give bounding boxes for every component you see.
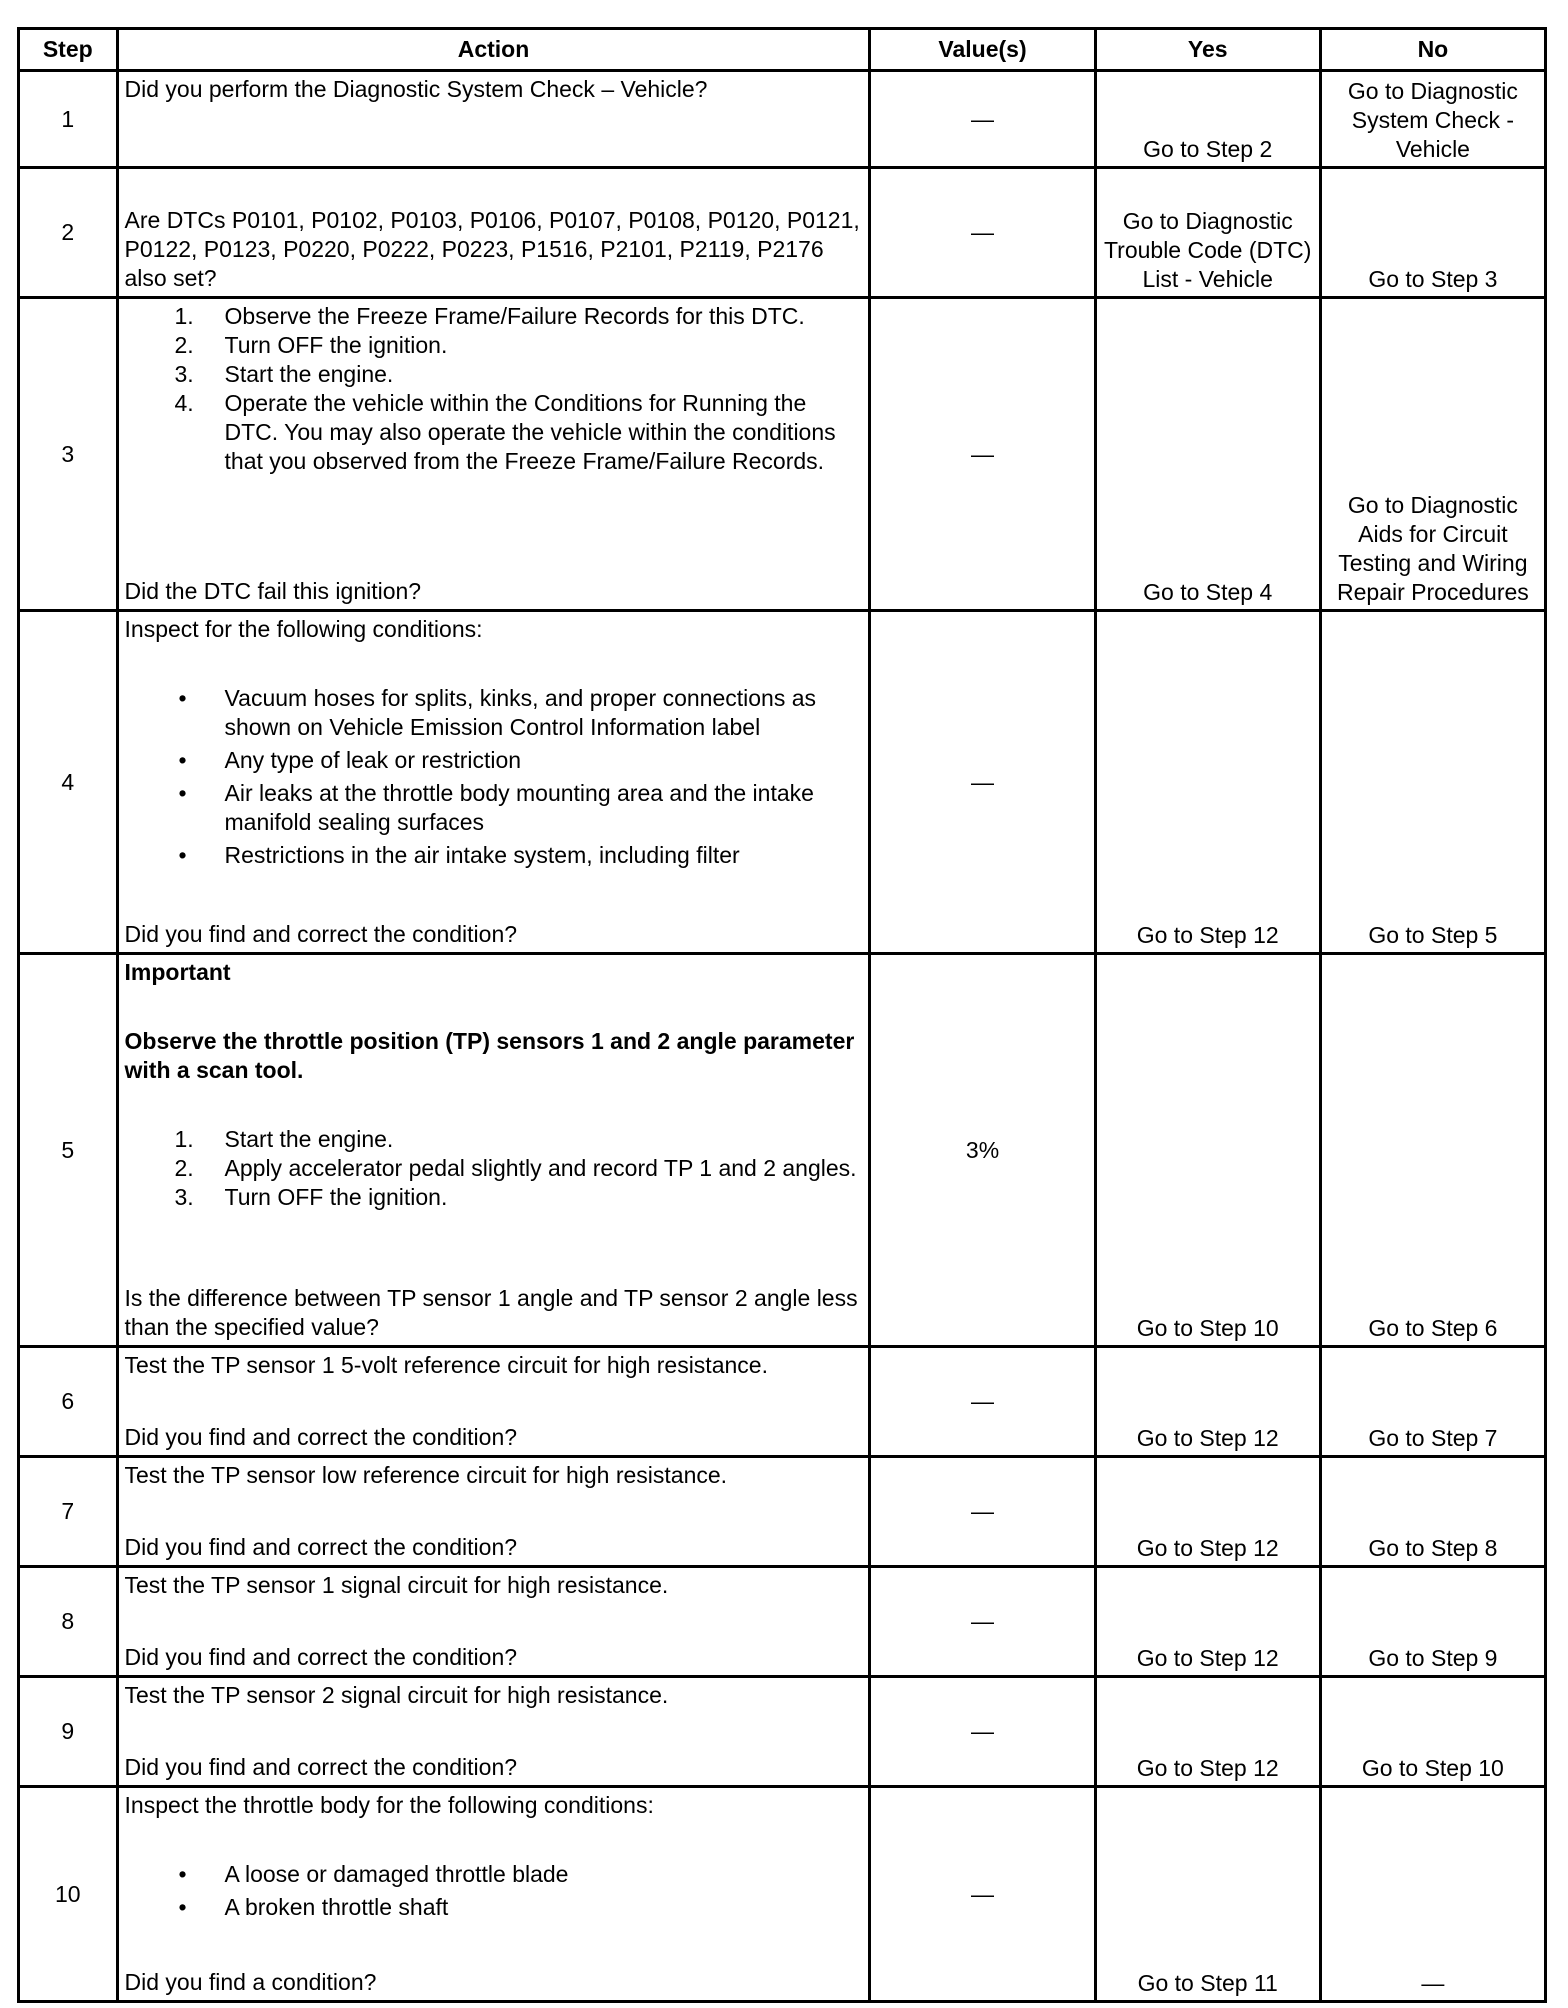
no-cell: Go to Step 6: [1320, 954, 1545, 1347]
header-row: [19, 29, 1546, 71]
condition-list: [125, 684, 865, 870]
table-row: [19, 298, 1546, 611]
action-cell: [117, 1677, 870, 1787]
header-action: Action: [117, 29, 870, 71]
list-item: 3. Start the engine.: [174, 361, 394, 387]
yes-cell: Go to Step 12: [1095, 611, 1320, 954]
table-row: [19, 71, 1546, 168]
diagnostic-table-page: [17, 27, 1547, 2003]
action-steps: [125, 302, 865, 476]
step-number: 7: [19, 1457, 118, 1567]
list-item: • Restrictions in the air intake system, including filter: [178, 842, 740, 868]
action-question: Did the DTC fail this ignition?: [124, 578, 422, 604]
action-question: Did you find a condition?: [124, 1969, 377, 1995]
list-item: 2. Apply accelerator pedal slightly and record TP 1 and 2 angles.: [174, 1155, 857, 1181]
list-item: • Vacuum hoses for splits, kinks, and proper connections as shown on Vehicle Emission Control Information label: [178, 685, 817, 740]
no-cell: Go to Step 5: [1320, 611, 1545, 954]
value-cell: 3%: [870, 954, 1095, 1347]
action-question: Did you find and correct the condition?: [124, 1534, 518, 1560]
header-no: No: [1320, 29, 1545, 71]
table-row: [19, 1457, 1546, 1567]
step-number: 4: [19, 611, 118, 954]
step-number: 3: [19, 298, 118, 611]
list-item: • Any type of leak or restriction: [178, 747, 522, 773]
no-cell: Go to Step 7: [1320, 1347, 1545, 1457]
value-cell: —: [870, 71, 1095, 168]
action-intro: Test the TP sensor low reference circuit for high resistance.: [124, 1462, 728, 1488]
step-number: 9: [19, 1677, 118, 1787]
action-intro: Inspect the throttle body for the following conditions:: [124, 1792, 654, 1818]
value-cell: —: [870, 298, 1095, 611]
list-item: 1. Observe the Freeze Frame/Failure Records for this DTC.: [174, 303, 805, 329]
important-label: Important: [124, 959, 231, 985]
action-intro: Test the TP sensor 1 5-volt reference circuit for high resistance.: [124, 1352, 768, 1378]
no-cell: Go to Diagnostic System Check - Vehicle: [1320, 71, 1545, 168]
value-cell: —: [870, 1457, 1095, 1567]
action-intro: Inspect for the following conditions:: [124, 616, 483, 642]
no-cell: Go to Diagnostic Aids for Circuit Testing and Wiring Repair Procedures: [1320, 298, 1545, 611]
action-cell: [117, 1787, 870, 2002]
no-cell: Go to Step 8: [1320, 1457, 1545, 1567]
list-item: 3. Turn OFF the ignition.: [174, 1184, 448, 1210]
value-cell: —: [870, 1347, 1095, 1457]
value-cell: —: [870, 1677, 1095, 1787]
action-cell: [117, 71, 870, 168]
yes-cell: Go to Diagnostic Trouble Code (DTC) List - Vehicle: [1095, 168, 1320, 298]
yes-cell: Go to Step 12: [1095, 1677, 1320, 1787]
yes-cell: Go to Step 4: [1095, 298, 1320, 611]
table-row: [19, 168, 1546, 298]
list-item: 4. Operate the vehicle within the Conditions for Running the DTC. You may also operate the vehicle within the conditions that you observed from the Freeze Frame/Failure Records.: [174, 390, 836, 474]
no-cell: Go to Step 3: [1320, 168, 1545, 298]
yes-cell: Go to Step 2: [1095, 71, 1320, 168]
table-row: [19, 1677, 1546, 1787]
yes-cell: Go to Step 12: [1095, 1567, 1320, 1677]
action-question: Did you find and correct the condition?: [124, 1754, 518, 1780]
table-row: [19, 1567, 1546, 1677]
no-cell: Go to Step 10: [1320, 1677, 1545, 1787]
table-row: [19, 954, 1546, 1347]
header-yes: Yes: [1095, 29, 1320, 71]
action-question: Did you find and correct the condition?: [124, 921, 518, 947]
value-cell: —: [870, 1787, 1095, 2002]
value-cell: —: [870, 168, 1095, 298]
action-question: Did you find and correct the condition?: [124, 1424, 518, 1450]
header-values: Value(s): [870, 29, 1095, 71]
value-cell: —: [870, 1567, 1095, 1677]
yes-cell: Go to Step 11: [1095, 1787, 1320, 2002]
list-item: • Air leaks at the throttle body mounting area and the intake manifold sealing surfaces: [178, 780, 814, 835]
action-intro: Test the TP sensor 2 signal circuit for high resistance.: [124, 1682, 669, 1708]
step-number: 2: [19, 168, 118, 298]
no-cell: Go to Step 9: [1320, 1567, 1545, 1677]
step-number: 10: [19, 1787, 118, 2002]
action-question: Did you find and correct the condition?: [124, 1644, 518, 1670]
yes-cell: Go to Step 12: [1095, 1457, 1320, 1567]
list-item: 2. Turn OFF the ignition.: [174, 332, 448, 358]
action-cell: [117, 1567, 870, 1677]
action-question: Are DTCs P0101, P0102, P0103, P0106, P0107, P0108, P0120, P0121, P0122, P0123, P0220, P0222, P0223, P1516, P2101, P2119, P2176 also set?: [124, 207, 860, 291]
step-number: 5: [19, 954, 118, 1347]
table-row: [19, 1787, 1546, 2002]
action-cell: [117, 168, 870, 298]
action-steps: [125, 1125, 865, 1212]
table-row: [19, 1347, 1546, 1457]
step-number: 1: [19, 71, 118, 168]
action-question: Is the difference between TP sensor 1 angle and TP sensor 2 angle less than the specified value?: [124, 1285, 858, 1340]
action-cell: [117, 611, 870, 954]
step-number: 8: [19, 1567, 118, 1677]
yes-cell: Go to Step 10: [1095, 954, 1320, 1347]
action-intro: Test the TP sensor 1 signal circuit for high resistance.: [124, 1572, 669, 1598]
action-cell: [117, 1347, 870, 1457]
action-question: Did you perform the Diagnostic System Check – Vehicle?: [124, 76, 708, 102]
action-cell: [117, 298, 870, 611]
condition-list: [125, 1860, 865, 1922]
important-text: Observe the throttle position (TP) sensors 1 and 2 angle parameter with a scan tool.: [124, 1028, 855, 1083]
no-cell: —: [1320, 1787, 1545, 2002]
action-cell: [117, 954, 870, 1347]
action-cell: [117, 1457, 870, 1567]
table-row: [19, 611, 1546, 954]
header-step: Step: [19, 29, 118, 71]
list-item: • A loose or damaged throttle blade: [178, 1861, 569, 1887]
list-item: • A broken throttle shaft: [178, 1894, 449, 1920]
list-item: 1. Start the engine.: [174, 1126, 394, 1152]
diagnostic-table: [17, 27, 1547, 2003]
yes-cell: Go to Step 12: [1095, 1347, 1320, 1457]
value-cell: —: [870, 611, 1095, 954]
step-number: 6: [19, 1347, 118, 1457]
